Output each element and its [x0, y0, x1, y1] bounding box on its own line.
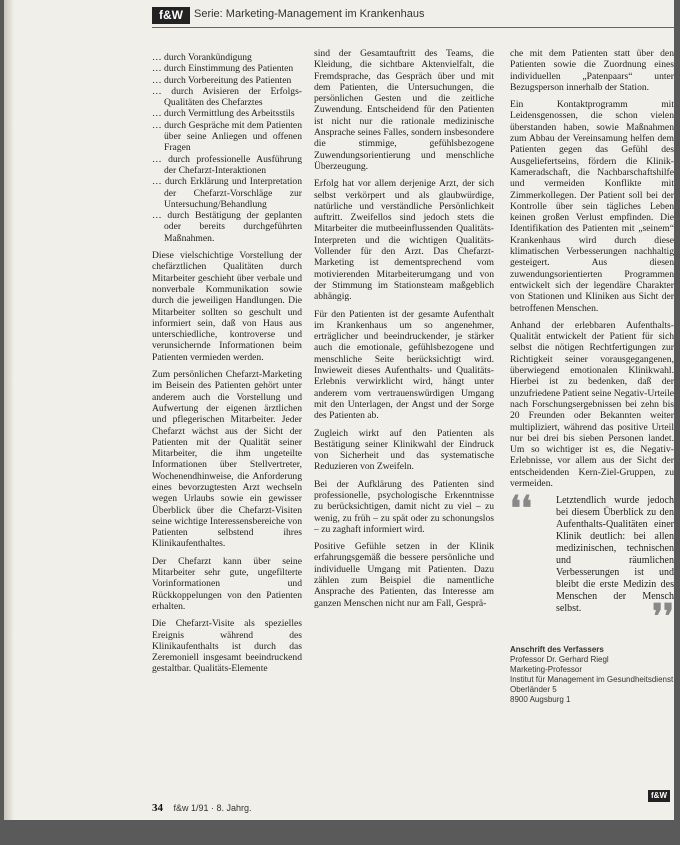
list-item: … durch professionelle Ausführung der Chefarzt-Interaktionen	[152, 153, 302, 176]
paragraph: Die Chefarzt-Visite als spezielles Ereignis während des Klinikaufenthalts ist durch das Zeremoniell insgesamt beeindruckend gestaltbar. Qualitäts-Elemente	[152, 618, 302, 675]
magazine-page	[4, 0, 674, 820]
column-1	[152, 52, 302, 681]
list-item: … durch Vorankündigung	[152, 52, 252, 63]
list-item: … durch Vermittlung des Arbeitsstils	[152, 108, 295, 120]
paragraph: Anhand der erlebbaren Aufenthalts-Qualität entwickelt der Patient für sich selbst die nötigen Rechtfertigungen zur Richtigkeit seiner vorausgegangenen, überwiegend emotionalen Klinikwahl. Hierbei ist zu bedenken, daß der unzufriedene Patient seine Negativ-Urteile nach Forschungsergebnissen bei zehn bis 20 Freunden oder Bekannten weiter multipliziert, während das positive Urteil nur bei drei bis sieben Personen landet. Um so wichtiger ist es, die Negativ-Erlebnisse, vor allem aus der Sicht der entscheidenden Kern-Ziel-Gruppen, zu vermeiden.	[510, 319, 674, 489]
paragraph: Zugleich wirkt auf den Patienten als Bestätigung seiner Klinikwahl der Eindruck von Sicherheit und das systematische Reduzieren von Zweifeln.	[314, 427, 494, 473]
author-line: Institut für Management im Gesundheitsdienst	[510, 675, 674, 685]
series-title: Serie: Marketing-Management im Krankenhaus	[194, 8, 425, 20]
column-3	[510, 48, 674, 705]
paragraph: Ein Kontaktprogramm mit Leidensgenossen, die schon vielen überstanden haben, sowie Maßnahmen zum Abbau der Vereinsamung helfen dem Patienten gegen das Gefühl des Ausgeliefertseins, fördern die Klinik-Kameradschaft, die Nachbarschaftshilfe und vermeiden Konflikte mit Zimmerkollegen. Der Patient soll bei der Kontrolle über sein tägliches Leben keinen großen Verlust empfinden. Die Identifikation des Patienten mit „seinem“ Krankenhaus wird durch diese klimatischen Verbesserungen nachhaltig gesteigert. Aus diesen zuwendungsorientierten Programmen entwickelt sich der legendäre Charakter von Stationen und Kliniken aus Sicht der betroffenen Menschen.	[510, 99, 674, 314]
paragraph: Der Chefarzt kann über seine Mitarbeiter sehr gute, ungefilterte Vorinformationen und Rückkoppelungen von den Patienten erhalten.	[152, 555, 302, 612]
paragraph: Zum persönlichen Chefarzt-Marketing im Beisein des Patienten gehört unter anderem auch die Vorstellung und Aufwertung der eigenen ärztlichen und pflegerischen Mitarbeiter. Jeder Chefarzt wächst aus der Sicht der Patienten mit der Qualität seiner Mitarbeiter, die ihm ungeteilte Informationen über Stellvertreter, Wochenendhinweise, die Anforderung eines bevorzugtesten Arzt wechseln wegen Urlaubs sowie ein gewisser Überblick über die Chefarzt-Visiten seine wichtige Interessensbereiche von Patienten selbstend ihres Klinikaufenthaltes.	[152, 369, 302, 550]
author-line: Marketing-Professor	[510, 665, 583, 675]
list-item: … durch Erklärung und Interpretation der Chefarzt-Vorschläge zur Untersuchung/Behandlung	[152, 176, 302, 210]
list-item: … durch Vorbereitung des Patienten	[152, 74, 292, 86]
close-quote-icon: ❜❜	[652, 599, 674, 637]
paragraph: che mit dem Patienten statt über den Patienten sowie die Zuordnung eines individuellen „Patenpaars“ unter Bezugsperson innerhalb der Station.	[510, 48, 674, 93]
issue-info: f&w 1/91 · 8. Jahrg.	[173, 803, 252, 813]
paragraph: Für den Patienten ist der gesamte Aufenthalt im Krankenhaus um so angenehmer, erträglicher und beeindruckender, je stärker auch die emotionale, gefühlsbezogene und menschliche Seite berücksichtigt wird. Inwieweit dieses Aufenthalts- und Qualitäts-Erlebnis verwirklicht wird, hängt unter anderem vom vertrauenswürdigen Umgang mit den Unterlagen, der Angst und der Sorge des Patienten ab.	[314, 308, 494, 422]
page-header	[4, 0, 674, 34]
pull-quote	[510, 491, 674, 637]
paragraph: Diese vielschichtige Vorstellung der chefärztlichen Qualitäten durch Mitarbeiter geschieht über verbale und nonverbale Kommunikation sowie durch die jeweiligen Handlungen. Die Mitarbeiter sollten so geschult und informiert sein, daß von Haus aus unterschiedliche, kontroverse und verunsichernde Informationen beim Patienten vermieden werden.	[152, 250, 302, 363]
quote-text: Letztendlich wurde jedoch bei diesem Überblick zu den Aufenthalts-Qualitäten einer Klinik deutlich: bei allen medizinischen, technischen und räumlichen Verbesserungen ist und bleibt die erste Medizin des Menschen der Mensch selbst.	[556, 495, 674, 615]
page-footer	[152, 802, 252, 814]
header-rule	[152, 27, 674, 28]
author-box	[510, 645, 674, 705]
list-item: … durch Bestätigung der geplanten oder bereits durchgeführten Maßnahmen.	[152, 210, 302, 244]
page-number: 34	[152, 802, 163, 814]
magazine-logo-small: f&W	[648, 790, 670, 802]
author-line: Professor Dr. Gerhard Riegl	[510, 655, 609, 665]
bullet-list	[152, 52, 302, 244]
paragraph: sind der Gesamtauftritt des Teams, die Kleidung, die sichtbare Aktenvielfalt, die Fremdsprache, das Gespräch über und mit dem Patienten, die Untersuchungen, die persönlichen Gesten und die zeitliche Zuwendung. Entscheidend für den Patienten ist nicht nur die rationale medizinische Ansprache seines Falles, sondern insbesondere die stimmige, gefühlsbezogene Zuwendungsorientierung und menschliche Überzeugung.	[314, 48, 494, 172]
list-item: … durch Einstimmung des Patienten	[152, 63, 294, 75]
list-item: … durch Avisieren der Erfolgs-Qualitäten des Chefarztes	[152, 85, 302, 109]
paragraph: Erfolg hat vor allem derjenige Arzt, der sich selbst verkörpert und als glaubwürdige, natürliche und verständliche Persönlichkeit auftritt. Zweifellos sind jedoch stets die Mitarbeiter die mutbeeinflussenden Qualitäts-Interpreten und die wichtigen Qualitäts-Vollender für den Arzt. Das Chefarzt-Marketing ist dementsprechend vom motivierenden Mitarbeiterumgang und von der Stimmung im Stationsteam maßgeblich abhängig.	[314, 178, 494, 303]
magazine-logo: f&W	[152, 7, 190, 24]
author-heading: Anschrift des Verfassers	[510, 645, 604, 655]
binding-shadow	[4, 0, 14, 820]
author-line: 8900 Augsburg 1	[510, 695, 571, 705]
paragraph: Positive Gefühle setzen in der Klinik erfahrungsgemäß die bessere persönliche und individuelle Umgang mit Patienten. Dazu zählen zum Beispiel die namentliche Ansprache des Patienten, das Interesse am ganzen Menschen nicht nur am Fall, Gesprä-	[314, 541, 494, 609]
paragraph: Bei der Aufklärung des Patienten sind professionelle, psychologische Erkenntnisse zu berücksichtigen, damit nicht zu viel – zu wenig, zu früh – zu spät oder zu schonungslos – zu zaghaft informiert wird.	[314, 478, 494, 535]
column-2	[314, 48, 494, 615]
open-quote-icon: ❛❛	[510, 491, 532, 529]
author-line: Oberländer 5	[510, 685, 557, 695]
list-item: … durch Gespräche mit dem Patienten über seine Anliegen und offenen Fragen	[152, 119, 302, 154]
